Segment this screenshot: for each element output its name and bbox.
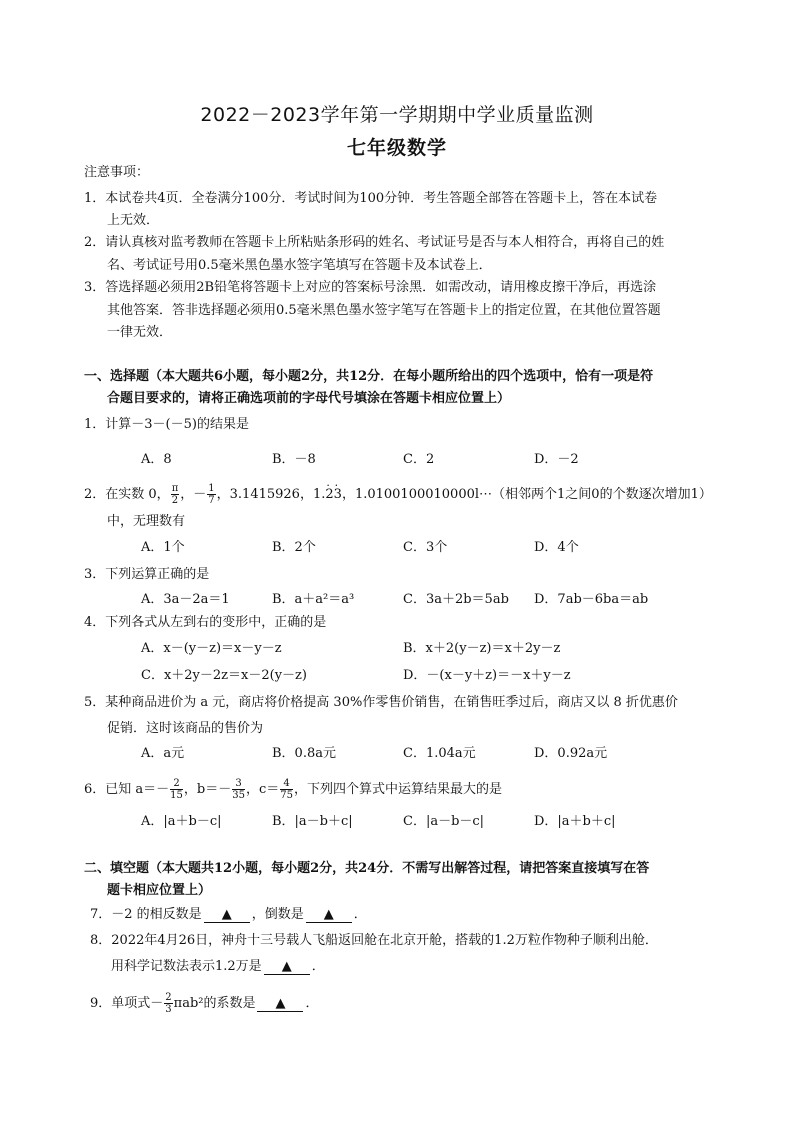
numerator: 4 (280, 778, 293, 790)
answer-blank[interactable]: ▲ (204, 908, 250, 923)
repeating-digit: · 3 (334, 487, 342, 503)
fraction (280, 778, 293, 801)
option-d: D．7ab－6ba＝ab (534, 592, 649, 607)
fraction (170, 778, 183, 801)
repeating-digit: · 2 (325, 487, 333, 503)
fraction (171, 483, 180, 506)
denominator: 35 (232, 790, 245, 801)
notice-line: 3．答选择题必须用2B铅笔将答题卡上对应的答案标号涂黑．如需改动，请用橡皮擦干净后，再选涂 (84, 280, 657, 295)
question-stem: 1．计算－3－(－5)的结果是 (84, 417, 249, 432)
option-b: B．x＋2(y－z)＝x＋2y－z (403, 641, 561, 656)
stem-text: 7．－2 的相反数是 (90, 907, 202, 922)
numerator: 1 (208, 483, 215, 494)
question-stem: 8．2022年4月26日，神舟十三号载人飞船返回舱在北京开舱，搭载的1.2万粒作物种子顺利出舱． (90, 933, 658, 948)
notice-line: 一律无效． (107, 325, 173, 340)
section-heading: 二、填空题（本大题共12小题，每小题2分，共24分．不需写出解答过程，请把答案直接填写在答 (84, 861, 650, 876)
stem-text: ． (311, 959, 325, 974)
question-stem-cont: 促销．这时该商品的售价为 (107, 721, 264, 736)
question-stem (84, 778, 502, 801)
answer-blank[interactable]: ▲ (257, 997, 303, 1012)
stem-text: πab²的系数是 (173, 996, 256, 1011)
option-b: B．|a－b＋c| (272, 814, 353, 829)
stem-text: ，下列四个算式中运算结果最大的是 (293, 782, 502, 797)
option-c: C．3a＋2b＝5ab (403, 592, 509, 607)
option-a: A．8 (141, 452, 172, 467)
option-a: A．a元 (141, 746, 185, 761)
stem-text: 6．已知 a＝－ (84, 782, 170, 797)
option-a: A．1个 (141, 540, 185, 555)
option-d: D．－(x－y＋z)＝－x＋y－z (403, 668, 571, 683)
option-c: C．x＋2y－2z＝x－2(y－z) (141, 668, 307, 683)
stem-text: ，c＝ (245, 782, 280, 797)
denominator: 7 (208, 495, 215, 506)
notice-line: 其他答案．答非选择题必须用0.5毫米黑色墨水签字笔写在答题卡上的指定位置，在其他位置答题 (107, 303, 661, 318)
numerator: 2 (165, 992, 172, 1003)
notice-line: 名、考试证号用0.5毫米黑色墨水签字笔填写在答题卡及本试卷上． (107, 258, 492, 273)
option-b: B．－8 (272, 452, 316, 467)
stem-text: 9．单项式－ (90, 996, 164, 1011)
numerator: π (171, 483, 179, 494)
notice-line: 2．请认真核对监考教师在答题卡上所粘贴条形码的姓名、考试证号是否与本人相符合，再将自己的姓 (84, 235, 665, 250)
question-stem (84, 483, 712, 506)
question-stem-cont: 中，无理数有 (107, 514, 186, 529)
fraction (164, 992, 172, 1015)
stem-text: 用科学记数法表示1.2万是 (111, 959, 262, 974)
section-heading: 一、选择题（本大题共6小题，每小题2分，共12分．在每小题所给出的四个选项中，恰有一项是符 (84, 369, 654, 384)
numerator: 2 (170, 778, 183, 790)
option-c: C．|a－b－c| (403, 814, 485, 829)
question-stem: 5．某种商品进价为 a 元，商店将价格提高 30%作零售价销售，在销售旺季过后，商店又以 8 折优惠价 (84, 695, 678, 710)
option-d: D．0.92a元 (534, 746, 608, 761)
option-c: C．3个 (403, 540, 448, 555)
answer-blank[interactable]: ▲ (306, 908, 352, 923)
stem-text: ． (353, 907, 367, 922)
option-d: D．4个 (534, 540, 579, 555)
fraction (207, 483, 215, 506)
question-stem: 4．下列各式从左到右的变形中，正确的是 (84, 615, 327, 630)
numerator: 3 (232, 778, 245, 790)
option-c: C．2 (403, 452, 435, 467)
option-a: A．|a＋b－c| (141, 814, 222, 829)
option-d: D．－2 (534, 452, 579, 467)
stem-text: ，3.1415926，1. (216, 487, 326, 502)
option-b: B．0.8a元 (272, 746, 336, 761)
option-a: A．x－(y－z)＝x－y－z (141, 641, 282, 656)
question-stem (90, 992, 319, 1015)
stem-text: ，倒数是 (251, 907, 304, 922)
notice-heading: 注意事项： (84, 165, 150, 180)
question-stem: 3．下列运算正确的是 (84, 567, 210, 582)
exam-title: 2022－2023学年第一学期期中学业质量监测 (200, 104, 594, 126)
denominator: 2 (171, 495, 179, 506)
stem-text: 2．在实数 0， (84, 487, 170, 502)
stem-text: ． (305, 996, 319, 1011)
question-stem-cont (111, 959, 325, 975)
option-d: D．|a＋b＋c| (534, 814, 616, 829)
notice-line: 1．本试卷共4页．全卷满分100分．考试时间为100分钟．考生答题全部答在答题卡上，答在本试卷 (84, 191, 658, 206)
section-heading: 题卡相应位置上） (107, 883, 212, 898)
stem-text: ，－ (180, 487, 207, 502)
option-b: B．2个 (272, 540, 316, 555)
exam-subtitle: 七年级数学 (346, 137, 447, 159)
denominator: 75 (280, 790, 293, 801)
denominator: 3 (165, 1004, 172, 1015)
fraction (232, 778, 245, 801)
section-heading: 合题目要求的，请将正确选项前的字母代号填涂在答题卡相应位置上） (107, 391, 511, 406)
answer-blank[interactable]: ▲ (264, 960, 310, 975)
notice-line: 上无效． (107, 213, 160, 228)
option-a: A．3a－2a＝1 (141, 592, 230, 607)
denominator: 15 (170, 790, 183, 801)
stem-text: ，1.0100100010000l⋯（相邻两个1之间0的个数逐次增加1） (341, 487, 712, 502)
question-stem (90, 907, 367, 923)
option-c: C．1.04a元 (403, 746, 476, 761)
stem-text: ，b＝－ (183, 782, 232, 797)
option-b: B．a＋a²＝a³ (272, 592, 355, 607)
